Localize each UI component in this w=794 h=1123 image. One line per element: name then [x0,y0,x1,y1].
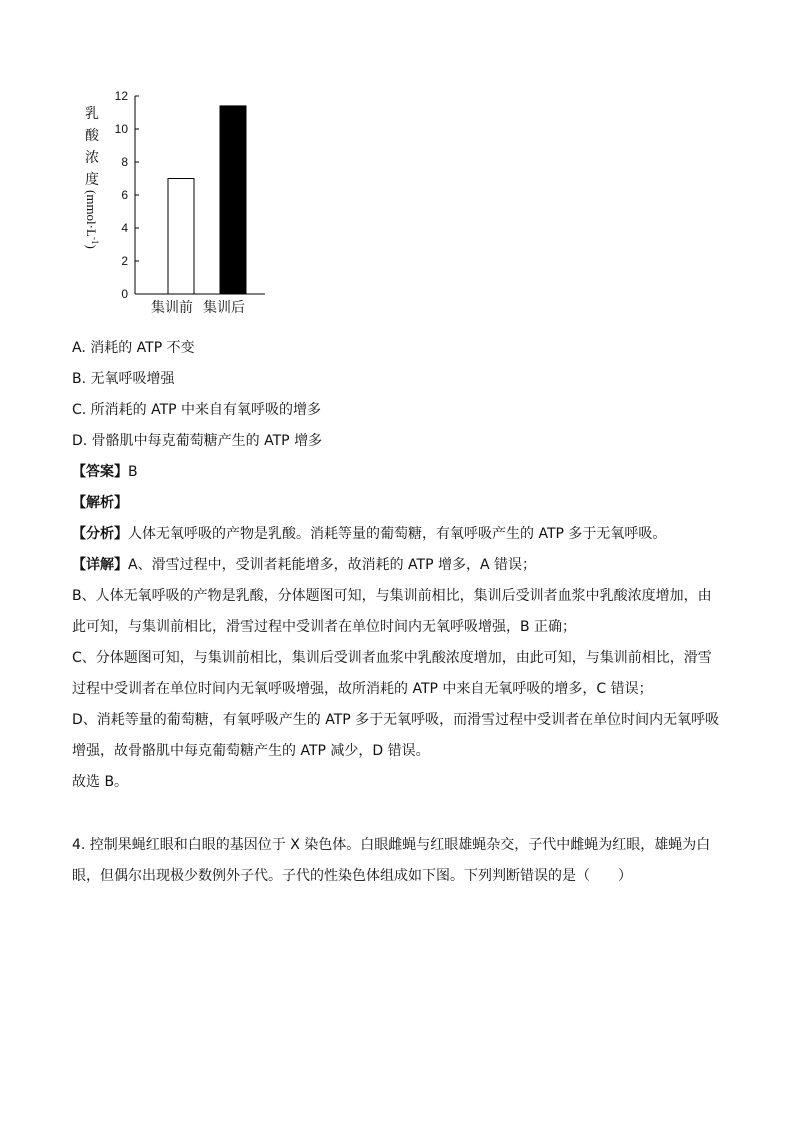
y-tick-label: 2 [121,254,128,268]
answer-label: 【答案】 [72,464,128,480]
question-4-line-2: 眼，但偶尔出现极少数例外子代。子代的性染色体组成如下图。下列判断错误的是（ ） [72,868,632,884]
y-label-char: 酸 [85,128,99,144]
y-tick-label: 0 [121,287,128,301]
x-tick-labels [151,299,245,316]
question-4-line-1: 4. 控制果蝇红眼和白眼的基因位于 X 染色体。白眼雌蝇与红眼雄蝇杂交，子代中雌蝇为红眼，雄蝇为白 [72,837,711,853]
y-tick-label: 4 [121,221,128,235]
y-label-unit [84,190,100,249]
analysis-detail-line-4: C、分体题图可知，与集训前相比，集训后受训者血浆中乳酸浓度增加，由此可知，与集训前相比，滑雪 [72,650,712,666]
bar-1 [168,179,194,295]
analysis-detail-line-1: 【详解】A、滑雪过程中，受训者耗能增多，故消耗的 ATP 增多，A 错误； [72,557,536,573]
analysis-detail-line-2: B、人体无氧呼吸的产物是乳酸，分体题图可知，与集训前相比，集训后受训者血浆中乳酸浓度增加，由 [72,588,712,604]
y-tick-label: 6 [121,188,128,202]
bars [168,106,246,294]
y-label-char: 浓 [85,150,99,166]
lactate-bar-chart [0,0,290,325]
option-b: B. 无氧呼吸增强 [72,371,175,387]
option-a: A. 消耗的 ATP 不变 [72,340,195,356]
analysis-conclusion: 故选 B。 [72,774,129,790]
analysis-detail-line-7: 增强，故骨骼肌中每克葡萄糖产生的 ATP 减少，D 错误。 [72,743,430,759]
answer-value: B [128,464,138,480]
y-label-unit-text: $(mmol\cdot L^{-1})$ [84,190,100,249]
analysis-label: 【解析】 [72,495,128,511]
y-tick-label: 12 [114,89,128,103]
analysis-detail-line-3: 此可知，与集训前相比，滑雪过程中受训者在单位时间内无氧呼吸增强，B 正确； [72,619,577,635]
analysis-detail-line-5: 过程中受训者在单位时间内无氧呼吸增强，故所消耗的 ATP 中来自无氧呼吸的增多，C 错误； [72,681,653,697]
y-axis-label [84,106,100,249]
fenxi-text: 人体无氧呼吸的产物是乳酸。消耗等量的葡萄糖，有氧呼吸产生的 ATP 多于无氧呼吸。 [128,526,667,542]
y-label-char: 度 [85,172,99,188]
xiangjie-label: 【详解】 [72,557,128,573]
fenxi-label: 【分析】 [72,526,128,542]
answer-line [72,462,138,482]
analysis-fenxi [72,524,666,544]
bar-2 [220,106,246,294]
option-c: C. 所消耗的 ATP 中来自有氧呼吸的增多 [72,402,322,418]
option-d: D. 骨骼肌中每克葡萄糖产生的 ATP 增多 [72,433,323,449]
y-label-char: 乳 [85,106,99,122]
analysis-detail-line-6: D、消耗等量的葡萄糖，有氧呼吸产生的 ATP 多于无氧呼吸，而滑雪过程中受训者在单位时间内无氧呼吸 [72,712,720,728]
x-tick-label: 集训后 [203,300,245,316]
y-tick-label: 8 [121,155,128,169]
x-tick-label: 集训前 [151,300,193,316]
y-tick-label: 10 [114,122,128,136]
